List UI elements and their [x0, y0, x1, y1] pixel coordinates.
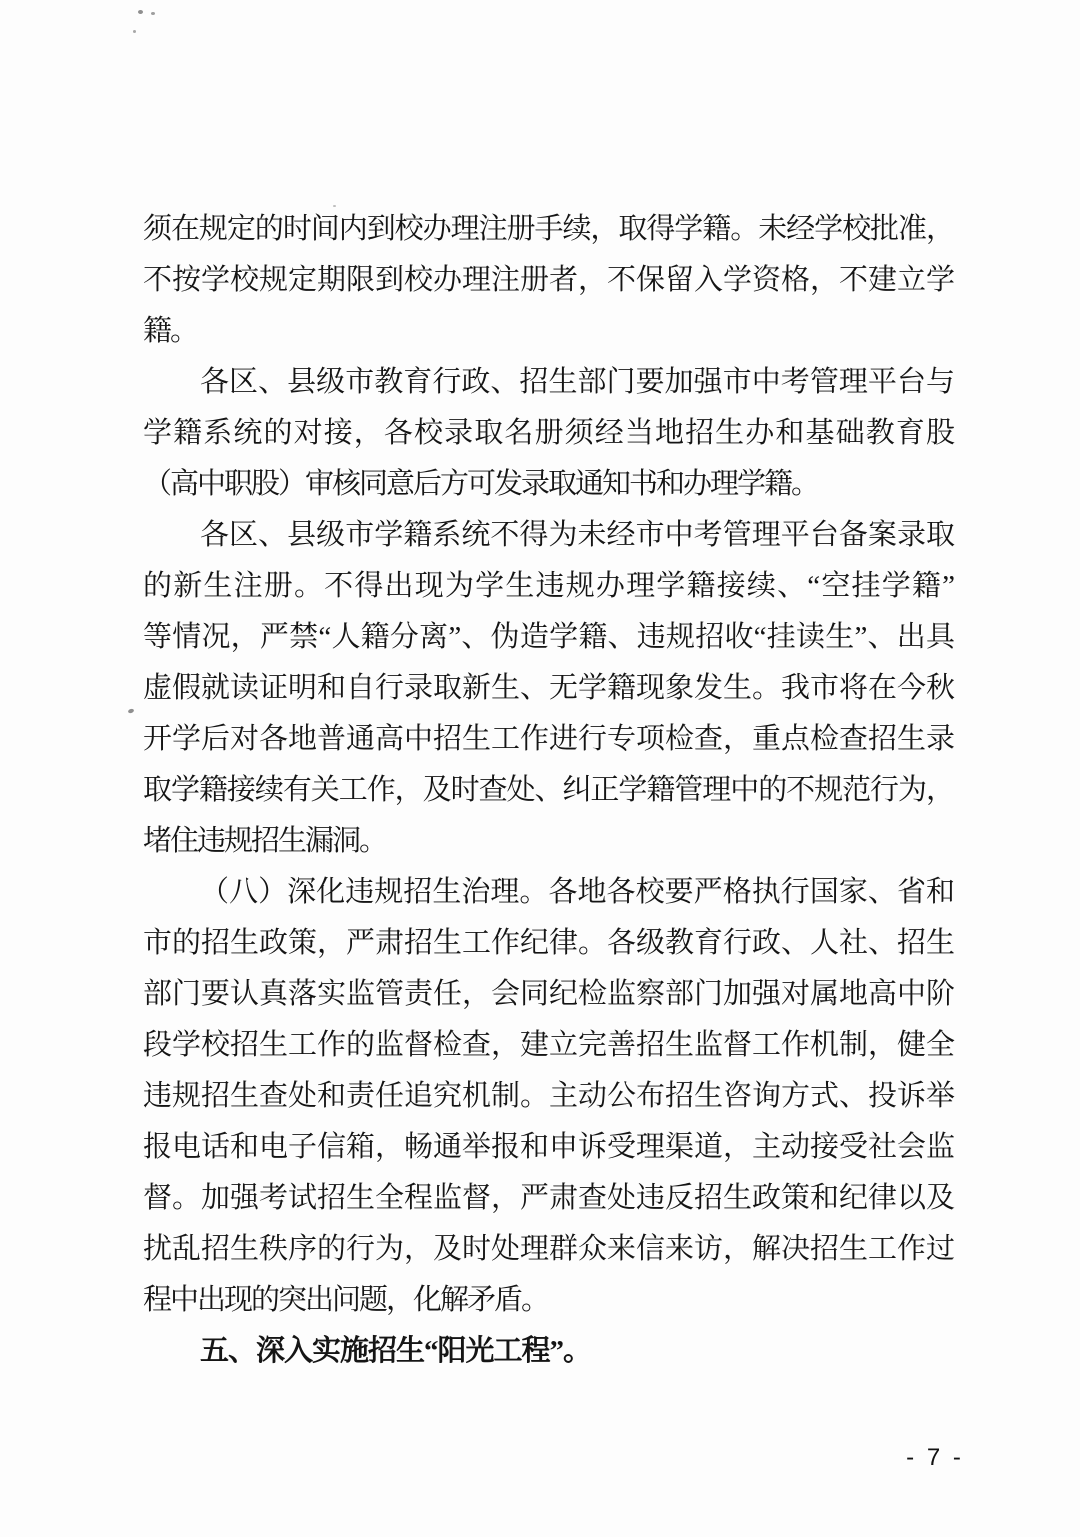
text-line: 各区、县级市学籍系统不得为未经市中考管理平台备案录取: [200, 519, 953, 551]
scan-speck: [138, 10, 143, 14]
para-platform-linkage: [143, 357, 953, 510]
scan-speck: [151, 12, 155, 15]
text-line: 学籍系统的对接，各校录取名册须经当地招生办和基础教育股: [143, 417, 953, 449]
text-line: 不按学校规定期限到校办理注册者，不保留入学资格，不建立学: [143, 264, 953, 296]
text-line: 部门要认真落实监管责任，会同纪检监察部门加强对属地高中阶: [143, 978, 953, 1010]
para-registration-continued: [143, 204, 953, 357]
text-line: 程中出现的突出问题，化解矛盾。: [143, 1284, 549, 1316]
text-line: 须在规定的时间内到校办理注册手续，取得学籍。未经学校批准，: [143, 213, 953, 245]
text-line: 五、深入实施招生“阳光工程”。: [200, 1335, 592, 1367]
text-line: 等情况，严禁“人籍分离”、伪造学籍、违规招收“挂读生”、出具: [143, 621, 953, 653]
text-line: 违规招生查处和责任追究机制。主动公布招生咨询方式、投诉举: [143, 1080, 953, 1112]
text-line: （八）深化违规招生治理。各地各校要严格执行国家、省和: [200, 876, 953, 908]
heading-section-five-sunshine-project: [143, 1326, 953, 1377]
text-line: 堵住违规招生漏洞。: [143, 825, 387, 857]
text-line: 的新生注册。不得出现为学生违规办理学籍接续、“空挂学籍”: [143, 570, 953, 602]
text-line: 报电话和电子信箱，畅通举报和申诉受理渠道，主动接受社会监: [143, 1131, 953, 1163]
para-8-violation-governance: [143, 867, 953, 1326]
text-line: 督。加强考试招生全程监督，严肃查处违反招生政策和纪律以及: [143, 1182, 953, 1214]
text-line: 籍。: [143, 315, 198, 347]
text-line: 扰乱招生秩序的行为，及时处理群众来信来访，解决招生工作过: [143, 1233, 953, 1265]
page-number: - 7 -: [906, 1444, 964, 1471]
scan-speck: [133, 30, 136, 33]
text-line: 虚假就读证明和自行录取新生、无学籍现象发生。我市将在今秋: [143, 672, 953, 704]
para-student-status-rules: [143, 510, 953, 867]
scan-speck: [127, 708, 134, 714]
text-line: （高中职股）审核同意后方可发录取通知书和办理学籍。: [143, 468, 819, 500]
text-line: 市的招生政策，严肃招生工作纪律。各级教育行政、人社、招生: [143, 927, 953, 959]
text-line: 各区、县级市教育行政、招生部门要加强市中考管理平台与: [200, 366, 953, 398]
text-line: 开学后对各地普通高中招生工作进行专项检查，重点检查招生录: [143, 723, 953, 755]
text-line: 段学校招生工作的监督检查，建立完善招生监督工作机制，健全: [143, 1029, 953, 1061]
document-body: [143, 204, 953, 1377]
text-line: 取学籍接续有关工作，及时查处、纠正学籍管理中的不规范行为，: [143, 774, 953, 806]
